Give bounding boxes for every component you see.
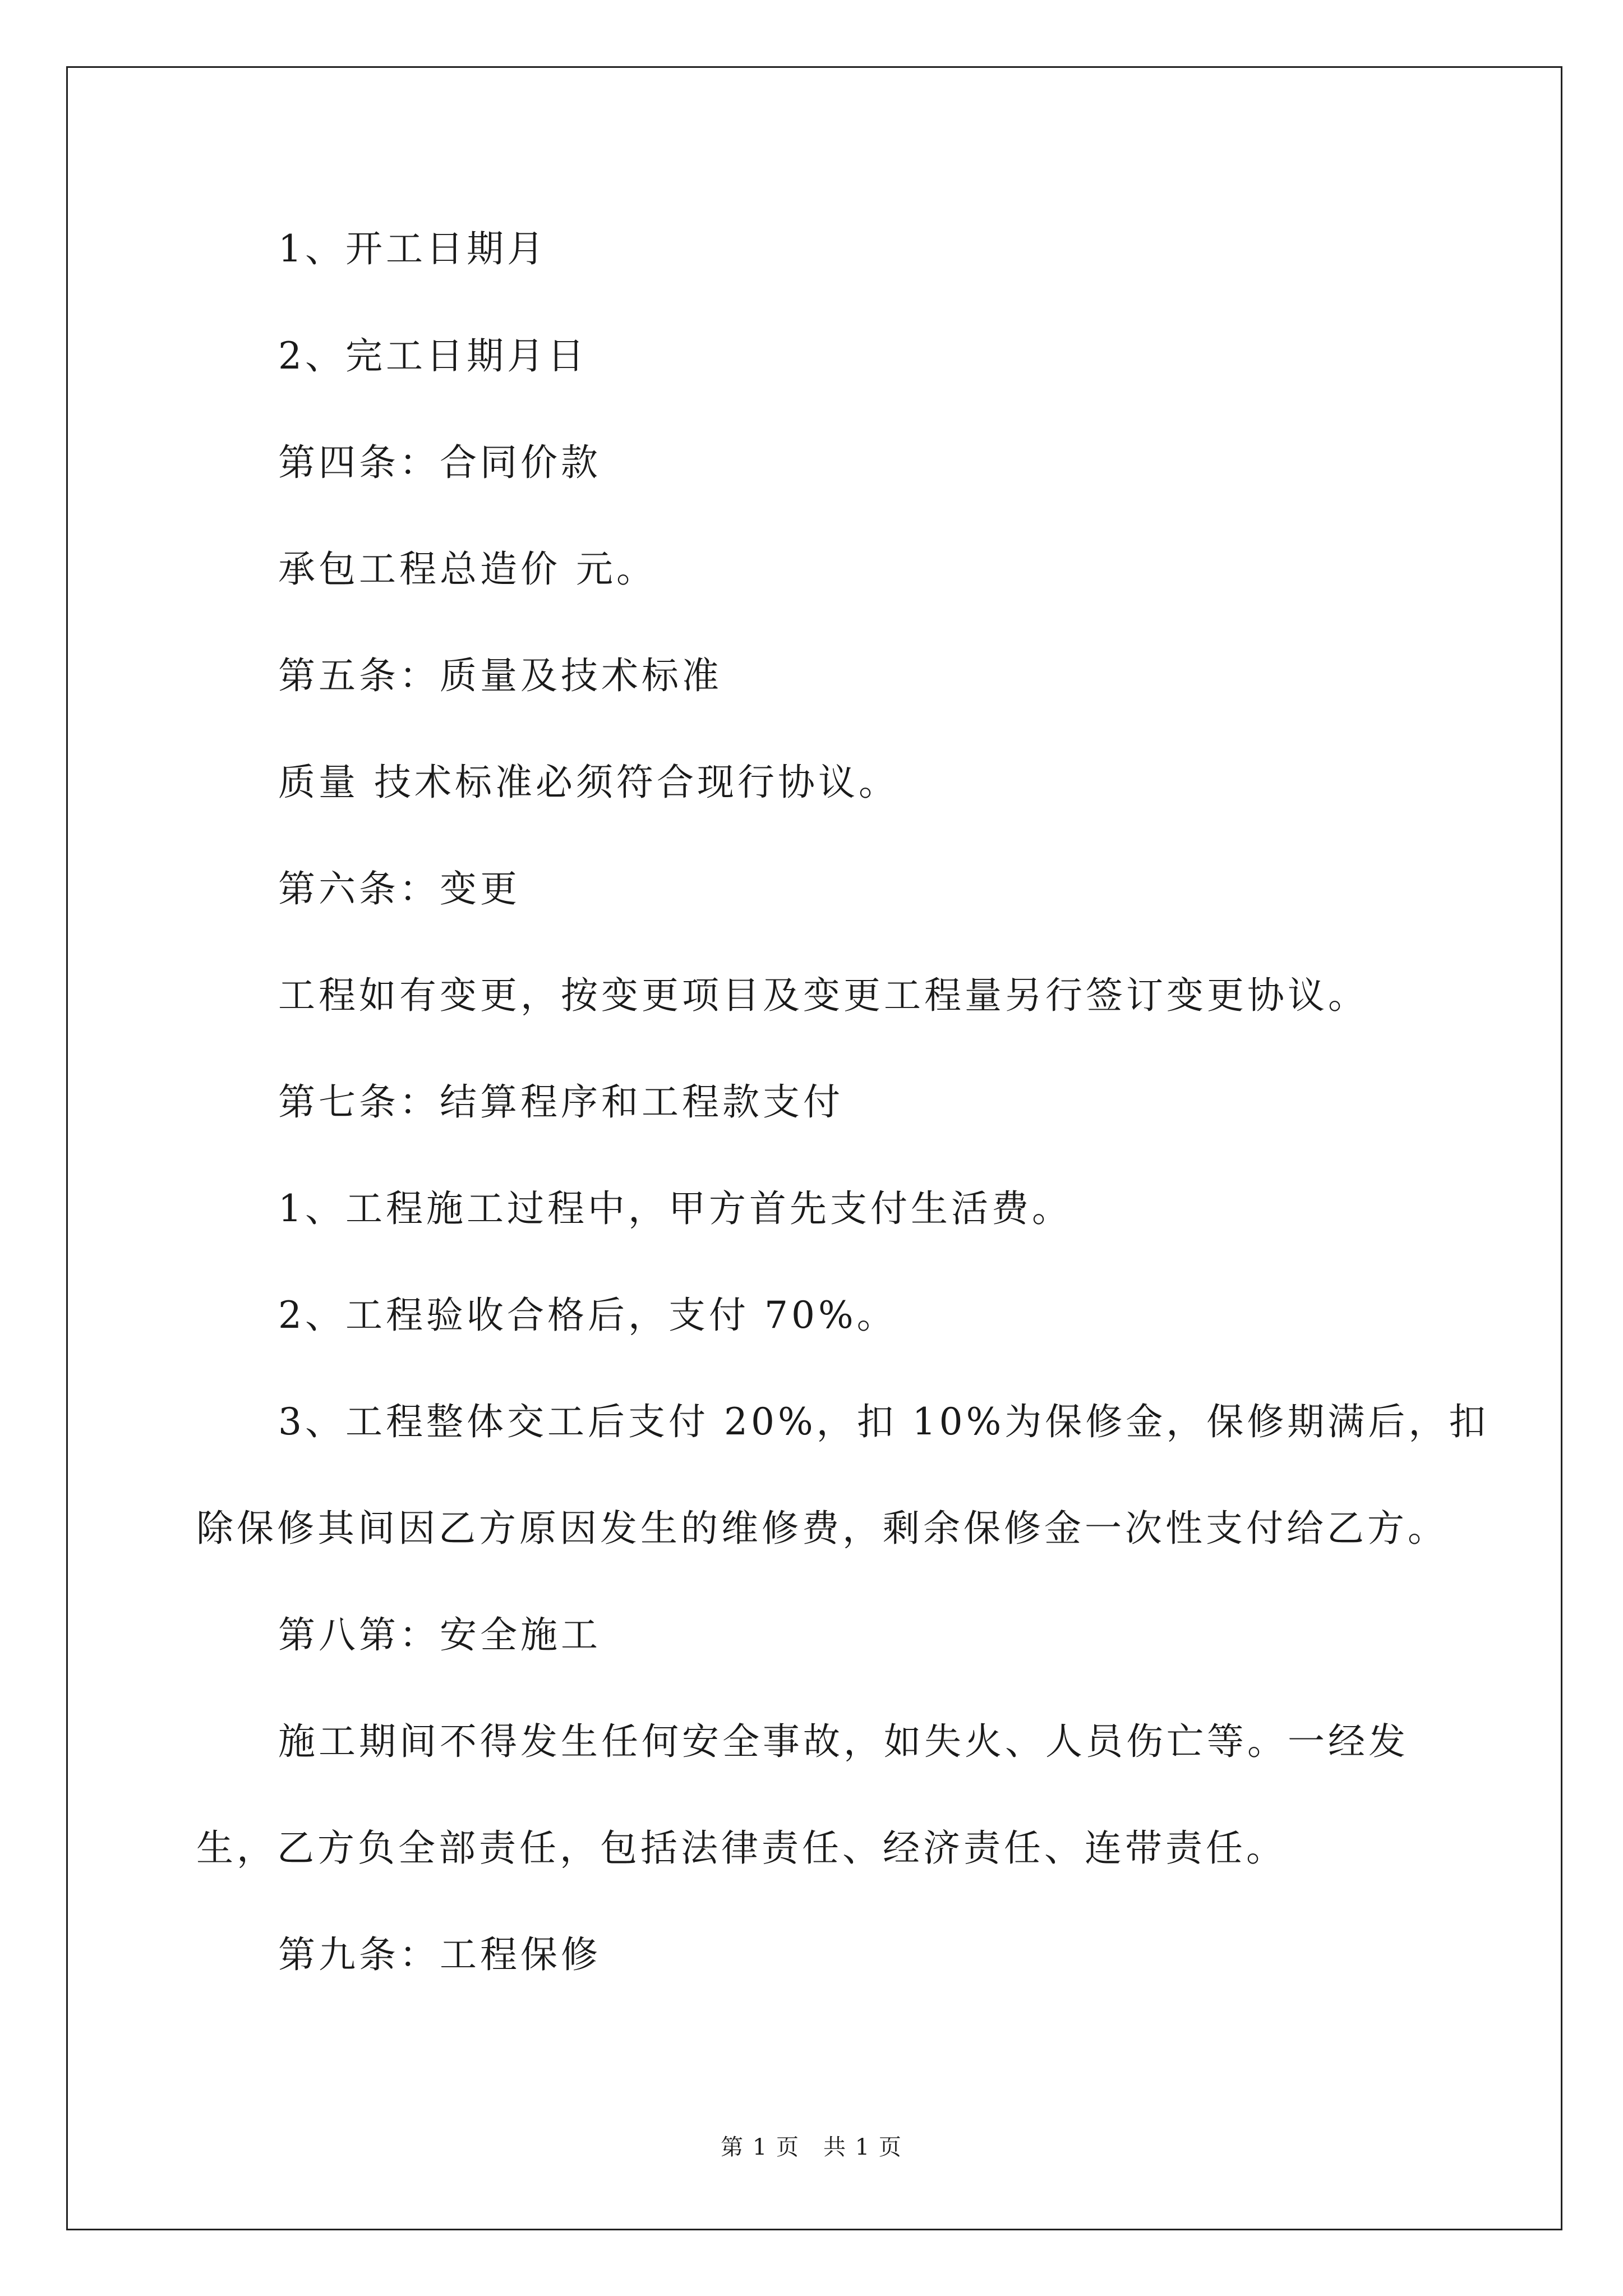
article-7-item-3-line-2: 除保修其间因乙方原因发生的维修费，剩余保修金一次性支付给乙方。 (196, 1507, 1448, 1550)
page-number-footer: 第 1 页 共 1 页 (721, 2134, 902, 2160)
article-7-item-3-line-1: 3、工程整体交工后支付 20%，扣 10%为保修金，保修期满后，扣 (278, 1400, 1490, 1443)
article-6-heading: 第六条：变更 (278, 867, 520, 910)
article-7-item-1: 1、工程施工过程中，甲方首先支付生活费。 (278, 1187, 1072, 1230)
article-8-text-line-1: 施工期间不得发生任何安全事故，如失火、人员伤亡等。一经发 (278, 1720, 1409, 1763)
article-9-heading: 第九条：工程保修 (278, 1933, 601, 1976)
article-5-text: 质量 技术标准必须符合现行协议。 (278, 761, 899, 804)
article-7-item-2: 2、工程验收合格后，支付 70%。 (278, 1294, 897, 1337)
article-6-text: 工程如有变更，按变更项目及变更工程量另行签订变更协议。 (278, 974, 1368, 1017)
article-4-heading: 第四条：合同价款 (278, 441, 601, 484)
completion-date-line: 2、完工日期月日 (278, 334, 588, 378)
start-date-line: 1、开工日期月 (278, 227, 547, 270)
article-5-heading: 第五条：质量及技术标准 (278, 654, 722, 697)
article-4-text: 承包工程总造价 元。 (278, 547, 657, 591)
article-8-heading: 第八第：安全施工 (278, 1613, 601, 1657)
article-7-heading: 第七条：结算程序和工程款支付 (278, 1080, 843, 1124)
article-8-text-line-2: 生，乙方负全部责任，包括法律责任、经济责任、连带责任。 (196, 1826, 1287, 1870)
